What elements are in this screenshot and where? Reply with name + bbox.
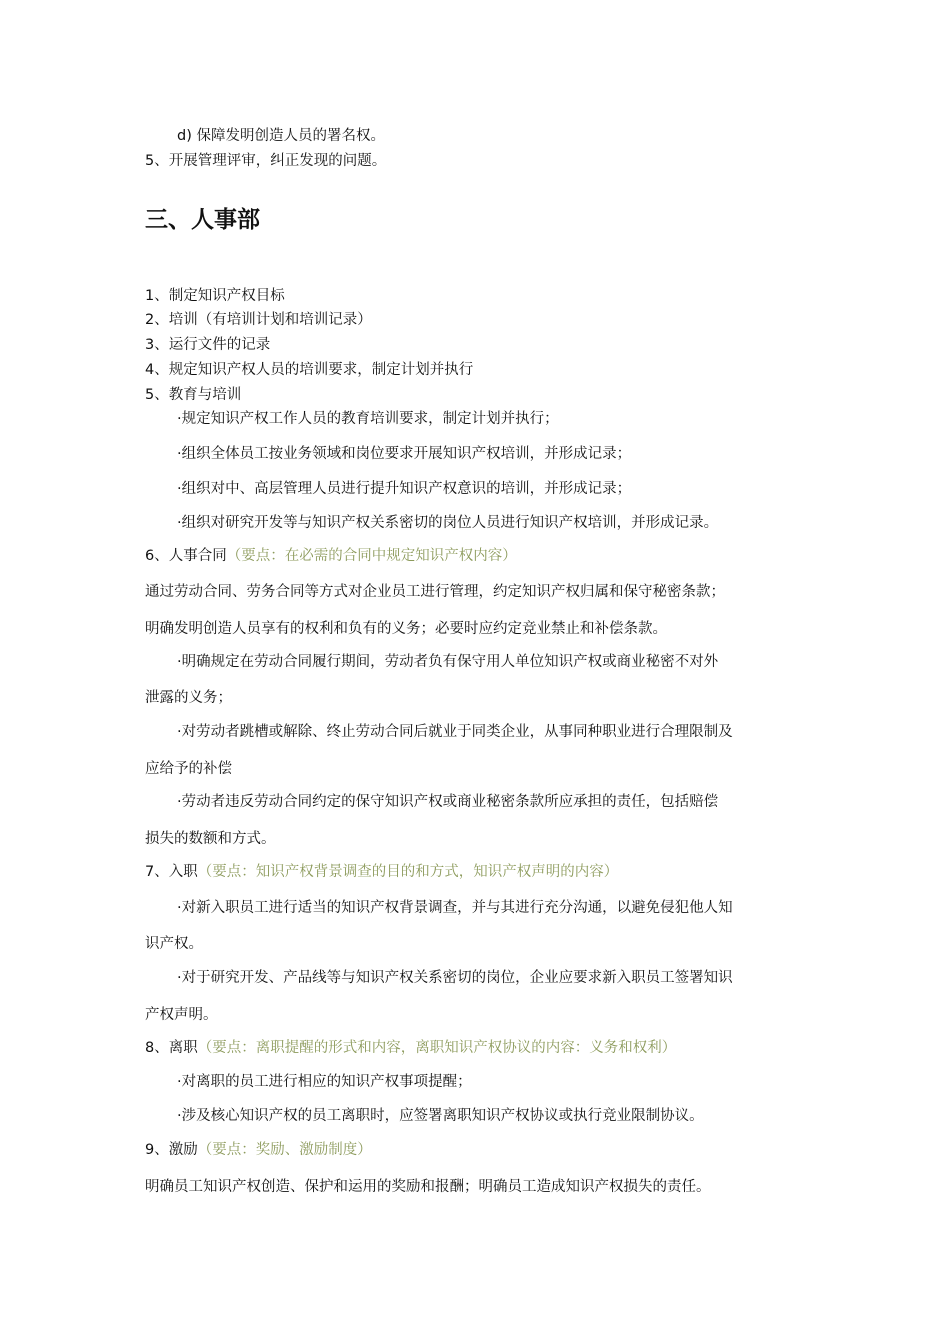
paragraph-line: 明确员工知识产权创造、保护和运用的奖励和报酬；明确员工造成知识产权损失的责任。: [145, 1179, 711, 1195]
bullet-item: ·对新入职员工进行适当的知识产权背景调查，并与其进行充分沟通，以避免侵犯他人知: [177, 900, 733, 916]
bullet-continuation: 损失的数额和方式。: [145, 831, 276, 847]
item-head: 9、激励: [145, 1142, 198, 1158]
bullet-continuation: 应给予的补偿: [145, 761, 232, 777]
item-note: （要点：奖励、激励制度）: [197, 1142, 372, 1158]
list-item: 2、培训（有培训计划和培训记录）: [145, 312, 372, 328]
item-note: （要点：在必需的合同中规定知识产权内容）: [226, 548, 517, 564]
paragraph-line: 明确发明创造人员享有的权利和负有的义务；必要时应约定竞业禁止和补偿条款。: [145, 621, 667, 637]
bullet-item: ·对于研究开发、产品线等与知识产权关系密切的岗位，企业应要求新入职员工签署知识: [177, 970, 733, 986]
bullet-item: ·对离职的员工进行相应的知识产权事项提醒；: [177, 1074, 472, 1090]
item-head: 7、入职: [145, 864, 198, 880]
list-item-heading: [145, 862, 618, 882]
bullet-continuation: 识产权。: [145, 936, 203, 952]
bullet-item: ·规定知识产权工作人员的教育培训要求，制定计划并执行；: [177, 411, 559, 427]
list-item: 3、运行文件的记录: [145, 337, 271, 353]
item-note: （要点：离职提醒的形式和内容，离职知识产权协议的内容：义务和权利）: [197, 1040, 677, 1056]
list-item: 1、制定知识产权目标: [145, 288, 285, 304]
list-item-heading: [145, 1140, 372, 1160]
paragraph-line: 通过劳动合同、劳务合同等方式对企业员工进行管理，约定知识产权归属和保守秘密条款；: [145, 584, 725, 600]
bullet-item: ·明确规定在劳动合同履行期间，劳动者负有保守用人单位知识产权或商业秘密不对外: [177, 654, 719, 670]
bullet-continuation: 产权声明。: [145, 1007, 218, 1023]
item-note: （要点：知识产权背景调查的目的和方式，知识产权声明的内容）: [197, 864, 619, 880]
bullet-item: ·组织对中、高层管理人员进行提升知识产权意识的培训，并形成记录；: [177, 481, 632, 497]
list-item: 5、教育与培训: [145, 387, 242, 403]
section-heading: 三、人事部: [145, 207, 260, 233]
bullet-continuation: 泄露的义务；: [145, 690, 232, 706]
bullet-item: ·对劳动者跳槽或解除、终止劳动合同后就业于同类企业，从事同种职业进行合理限制及: [177, 724, 733, 740]
text-line: d) 保障发明创造人员的署名权。: [177, 128, 385, 144]
bullet-item: ·组织全体员工按业务领域和岗位要求开展知识产权培训，并形成记录；: [177, 446, 632, 462]
bullet-item: ·劳动者违反劳动合同约定的保守知识产权或商业秘密条款所应承担的责任，包括赔偿: [177, 794, 719, 810]
bullet-item: ·涉及核心知识产权的员工离职时，应签署离职知识产权协议或执行竞业限制协议。: [177, 1108, 704, 1124]
list-item-heading: [145, 1038, 676, 1058]
item-head: 6、人事合同: [145, 548, 227, 564]
list-item-heading: [145, 546, 517, 566]
text-line: 5、开展管理评审，纠正发现的问题。: [145, 153, 387, 169]
item-head: 8、离职: [145, 1040, 198, 1056]
bullet-item: ·组织对研究开发等与知识产权关系密切的岗位人员进行知识产权培训，并形成记录。: [177, 515, 719, 531]
list-item: 4、规定知识产权人员的培训要求，制定计划并执行: [145, 362, 474, 378]
